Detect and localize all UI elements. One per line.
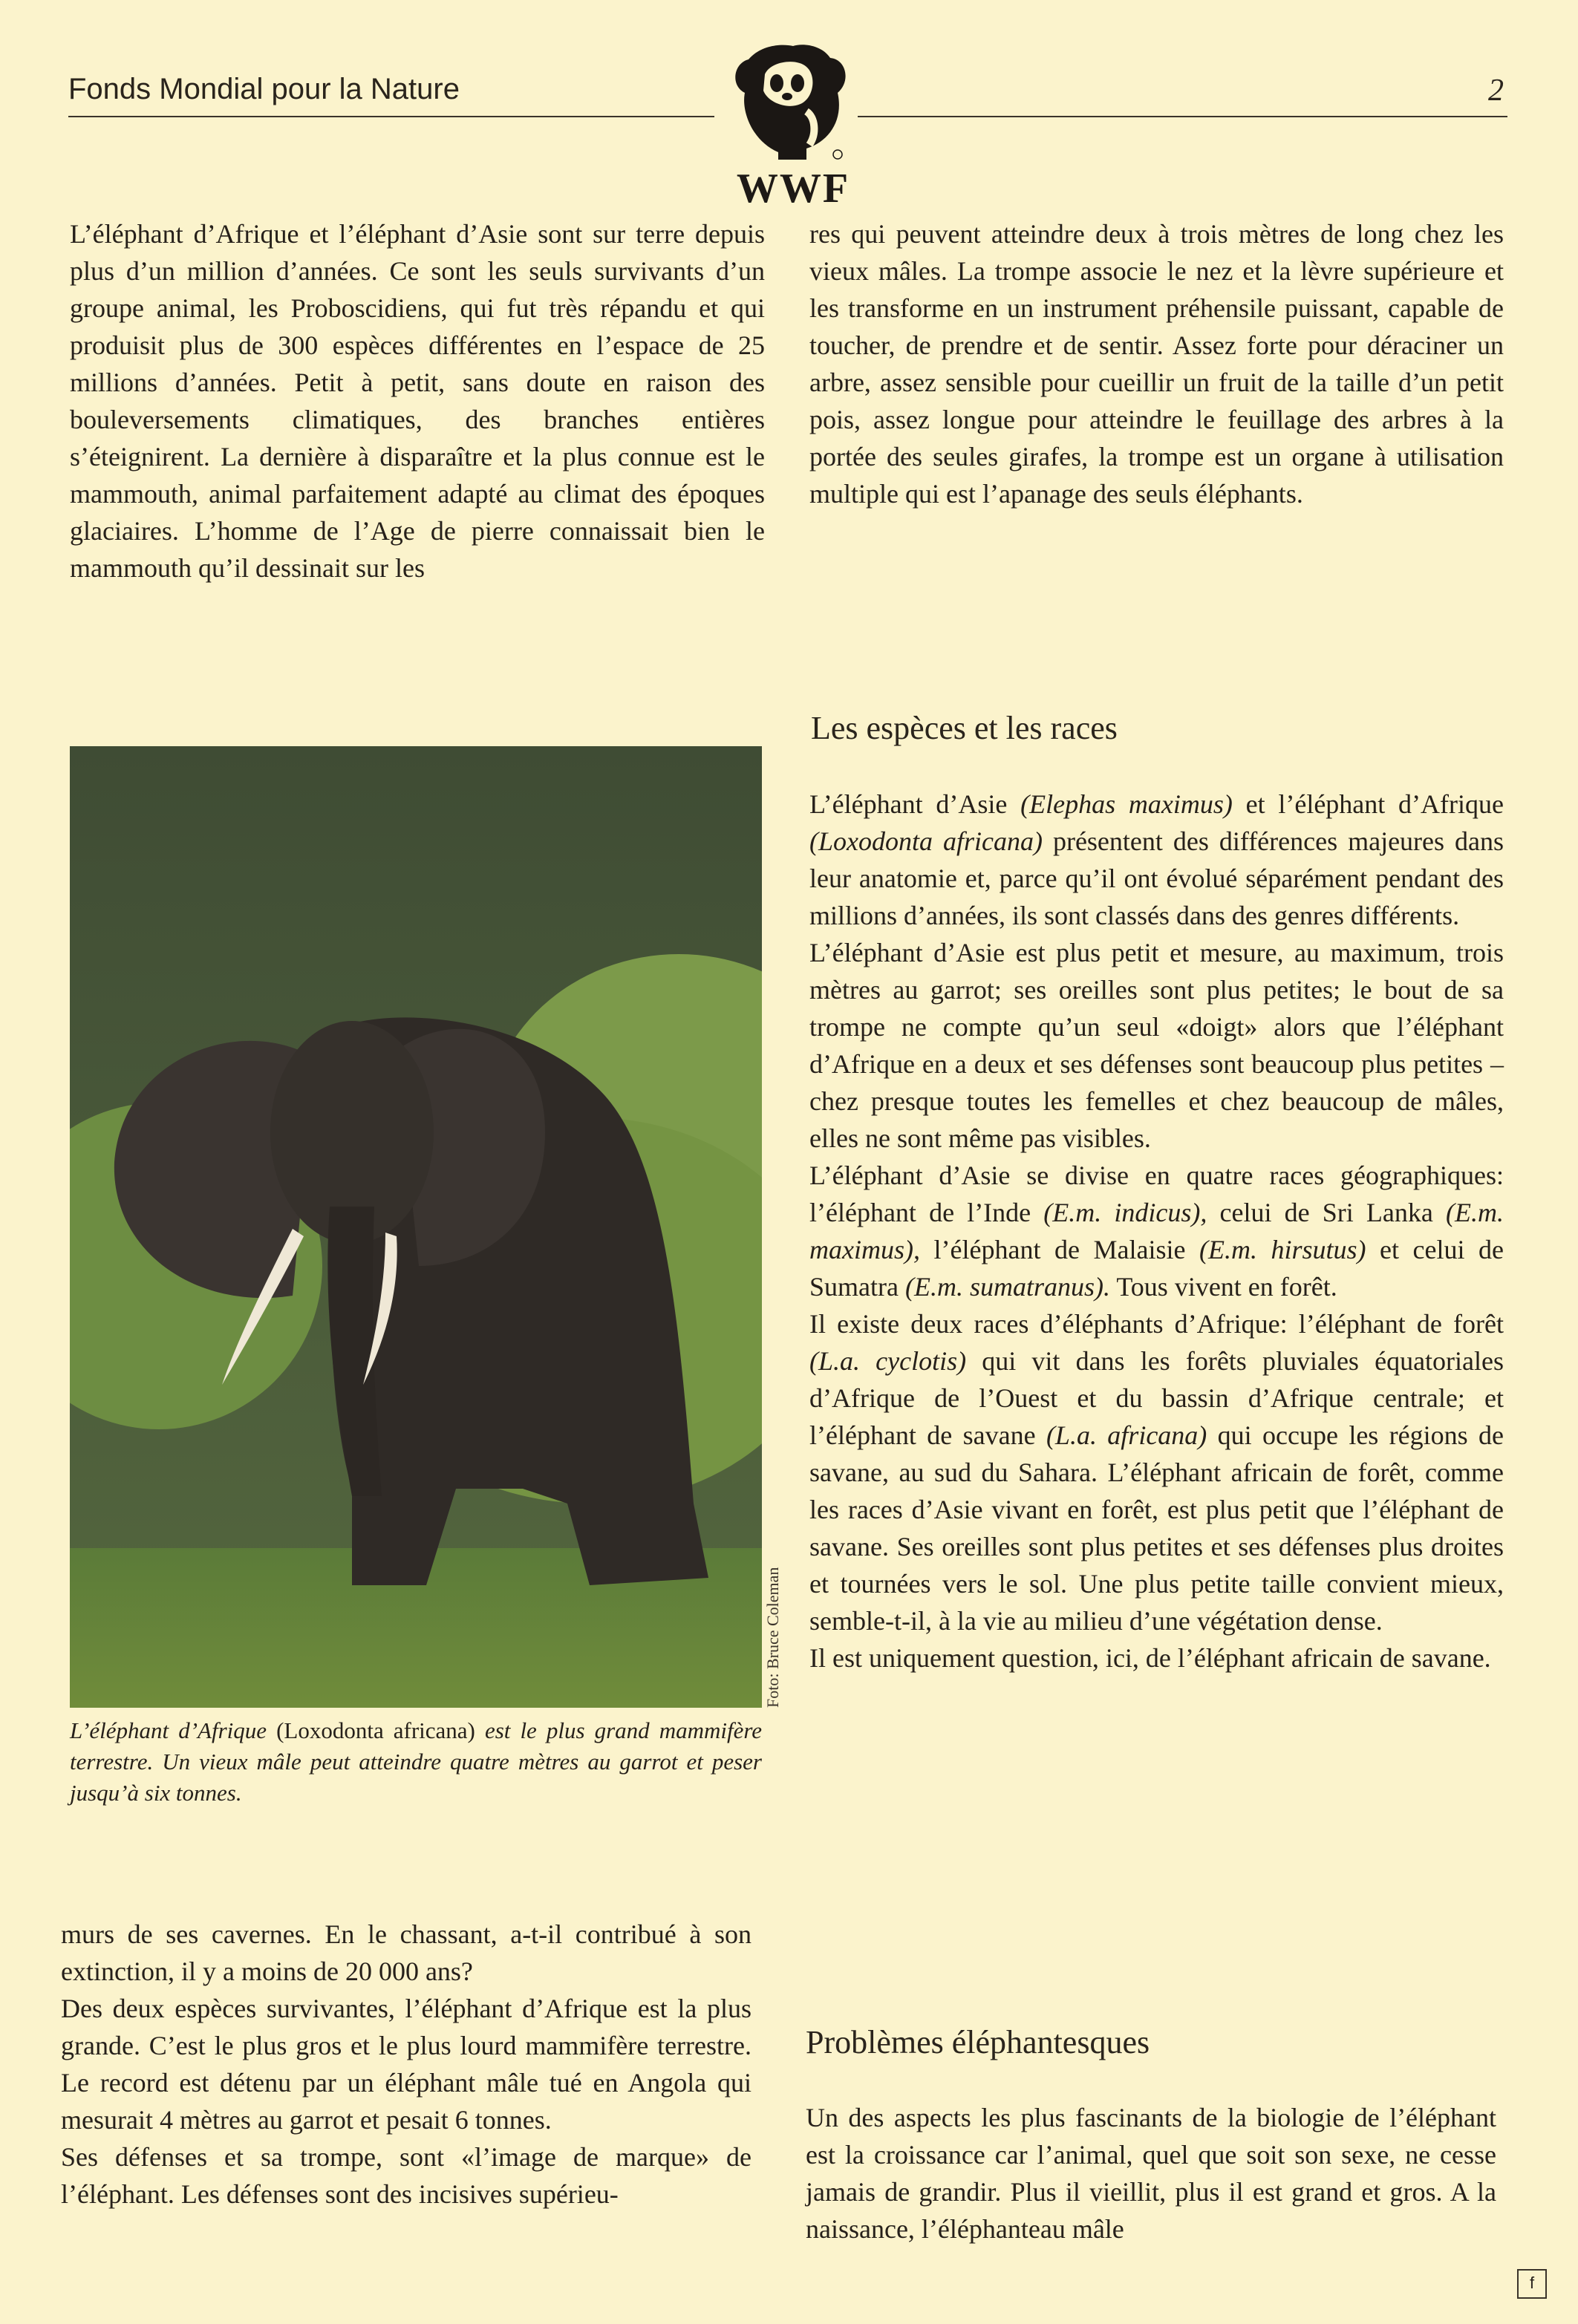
scientific-name: (E.m. sumatranus). [904,1272,1110,1302]
column-right-problems [806,2099,1496,2248]
section-heading-problems: Problèmes éléphantesques [806,2024,1150,2060]
text: qui occupe les régions de savane, au sud du Sahara. L’éléphant africain de forêt, comme les races d’Asie vivant en forêt, est plus petit que l’éléphant de savane. Ses oreilles sont plus petites et ses défenses plus droites et tournées vers le sol. Une plus petite taille convient mieux, semble-t-il, à la vie au milieu d’une végétation dense. [809,1420,1504,1636]
header-organization: Fonds Mondial pour la Nature [68,73,460,105]
scientific-name: (L.a. africana) [1046,1420,1207,1450]
text: L’éléphant d’Asie [809,789,1021,819]
header-rule-right [858,116,1507,117]
scientific-name: (E.m. indicus), [1043,1198,1207,1227]
text: Tous vivent en forêt. [1109,1272,1337,1302]
scientific-name: (E.m. hirsutus) [1199,1235,1366,1264]
text: et l’éléphant d’Afrique [1232,789,1504,819]
scientific-name: (E.m. maximus), [809,1198,1504,1264]
paragraph: Ses défenses et sa trompe, sont «l’image de marque» de l’éléphant. Les défenses sont des incisives supérieu- [61,2142,751,2209]
page-number: 2 [1488,74,1504,108]
text: qui vit dans les forêts pluviales équatoriales d’Afrique de l’Ouest et du bassin d’Afrique centrale; et l’éléphant de savane [809,1346,1504,1450]
elephant-illustration [70,746,762,1708]
text: Il existe deux races d’éléphants d’Afrique: l’éléphant de forêt [809,1309,1504,1339]
wwf-logo [719,30,867,212]
text: L’éléphant d’Asie se divise en quatre races géographiques: l’éléphant de l’Inde [809,1161,1504,1227]
paragraph [809,1305,1504,1639]
section-heading-species: Les espèces et les races [811,710,1118,746]
paragraph: murs de ses cavernes. En le chassant, a-t-il contribué à son extinction, il y a moins de 20 000 ans? [61,1919,751,1986]
paragraph [809,1157,1504,1305]
caption-scientific-name: (Loxodonta africana) [276,1717,475,1743]
paragraph: L’éléphant d’Afrique et l’éléphant d’Asie sont sur terre depuis plus d’un million d’années. Ce sont les seuls survivants d’un groupe animal, les Proboscidiens, qui fut très répandu et qui produisit plus de 300 espèces différentes en l’espace de 25 millions d’années. Petit à petit, sans doute en raison des bouleversements climatiques, des branches entières s’éteignirent. La dernière à disparaître et la plus connue est le mammouth, animal parfaitement adapté au climat des époques glaciaires. L’homme de l’Age de pierre connaissait bien le mammouth qu’il dessinait sur les [70,219,765,583]
column-left-bottom [61,1916,751,2213]
column-left-top [70,215,765,587]
scientific-name: (Elephas maximus) [1020,789,1233,819]
logo-wordmark: WWF [736,166,850,212]
paragraph: Des deux espèces survivantes, l’éléphant d’Afrique est la plus grande. C’est le plus gros et le plus lourd mammifère terrestre. Le record est détenu par un éléphant mâle tué en Angola qui mesurait 4 mètres au garrot et pesait 6 tonnes. [61,1994,751,2135]
caption-text: est le plus grand mammifère terrestre. Un vieux mâle peut atteindre quatre mètres au garrot et peser jusqu’à six tonnes. [70,1717,763,1806]
caption-text: L’éléphant d’Afrique [70,1717,267,1743]
column-right-top [809,215,1504,512]
paragraph: res qui peuvent atteindre deux à trois mètres de long chez les vieux mâles. La trompe associe le nez et la lèvre supérieure et les transforme en un instrument préhensile puissant, capable de toucher, de prendre et de sentir. Assez forte pour déraciner un arbre, assez sensible pour cueillir un fruit de la taille d’un petit pois, assez longue pour atteindre le feuillage des arbres à la portée des seules girafes, la trompe est un organe à utilisation multiple qui est l’apanage des seuls éléphants. [809,219,1504,509]
text: celui de Sri Lanka [1207,1198,1447,1227]
elephant-photo [70,746,762,1708]
paragraph: L’éléphant d’Asie est plus petit et mesure, au maximum, trois mètres au garrot; ses oreilles sont plus petites; le bout de sa trompe ne compte qu’un seul «doigt» alors que l’éléphant d’Afrique en a deux et ses défenses sont beaucoup plus petites – chez presque toutes les femelles et chez beaucoup de mâles, elles ne sont même pas visibles. [809,938,1504,1153]
paragraph [809,786,1504,934]
paragraph: Un des aspects les plus fascinants de la biologie de l’éléphant est la croissance car l’animal, quel que soit son sexe, ne cesse jamais de grandir. Plus il vieillit, plus il est grand et gros. A la naissance, l’éléphanteau mâle [806,2103,1496,2244]
corner-mark: f [1517,2269,1547,2299]
photo-caption [70,1715,762,1809]
paragraph: Il est uniquement question, ici, de l’éléphant africain de savane. [809,1643,1491,1673]
text: l’éléphant de Malaisie [919,1235,1199,1264]
header-rule-left [68,116,714,117]
scientific-name: (Loxodonta africana) [809,826,1043,856]
photo-credit: Foto: Bruce Coleman [763,1567,782,1708]
text: présentent des différences majeures dans leur anatomie et, parce qu’il ont évolué séparément pendant des millions d’années, ils sont classés dans des genres différents. [809,826,1504,930]
column-right-species [809,786,1504,1677]
panda-icon [719,30,867,163]
text: et celui de Sumatra [809,1235,1504,1302]
scientific-name: (L.a. cyclotis) [809,1346,967,1376]
